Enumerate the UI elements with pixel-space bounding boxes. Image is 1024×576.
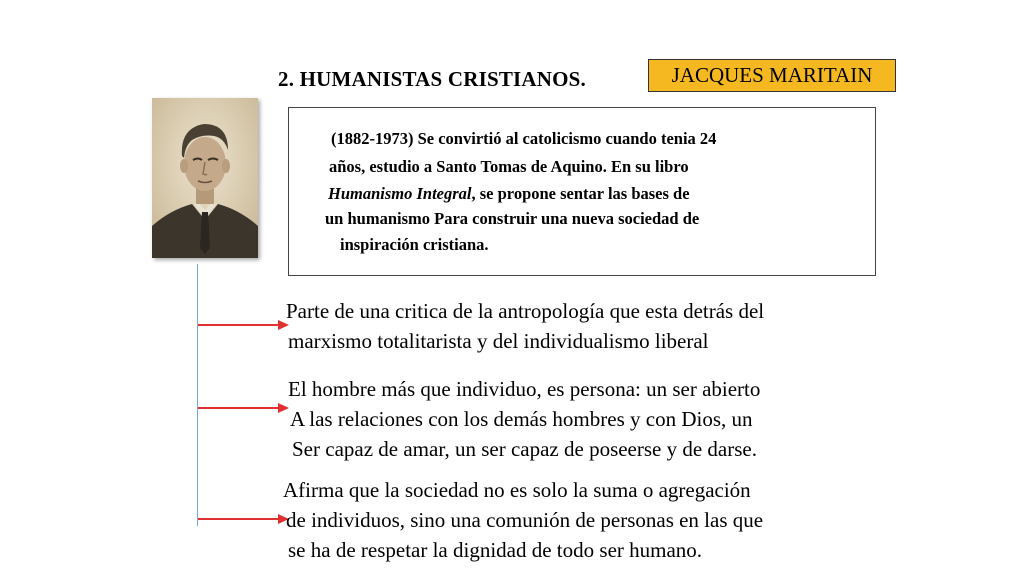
point-line: Afirma que la sociedad no es solo la suma o agregación [283,478,751,502]
slide-title: 2. HUMANISTAS CRISTIANOS. [278,67,587,91]
point-line: Ser capaz de amar, un ser capaz de poseerse y de darse. [292,437,757,461]
biography-box [288,107,876,276]
connector-line [197,264,198,526]
portrait-photo [152,98,258,258]
bio-line: un humanismo Para construir una nueva sociedad de [325,209,700,228]
bio-line: años, estudio a Santo Tomas de Aquino. En su libro [329,157,689,176]
name-tag: JACQUES MARITAIN [648,59,896,92]
arrow-right-icon [198,512,290,526]
bio-line [328,184,690,204]
bio-line-rest: , se propone sentar las bases de [471,184,690,203]
bio-line: (1882-1973) Se convirtió al catolicismo cuando tenia 24 [331,129,717,148]
point-line: A las relaciones con los demás hombres y con Dios, un [290,407,753,431]
point-paragraph [286,296,764,356]
point-line: marxismo totalitarista y del individualismo liberal [288,329,709,353]
point-line: de individuos, sino una comunión de personas en las que [286,508,764,532]
point-line: se ha de respetar la dignidad de todo ser humano. [288,538,703,562]
point-line: Parte de una critica de la antropología que esta detrás del [286,299,765,323]
bio-line: inspiración cristiana. [340,235,489,254]
point-line: El hombre más que individuo, es persona: un ser abierto [288,377,761,401]
point-paragraph [288,374,760,464]
arrow-right-icon [198,401,290,415]
book-title: Humanismo Integral [328,184,472,203]
arrow-right-icon [198,318,290,332]
point-paragraph [283,475,763,565]
